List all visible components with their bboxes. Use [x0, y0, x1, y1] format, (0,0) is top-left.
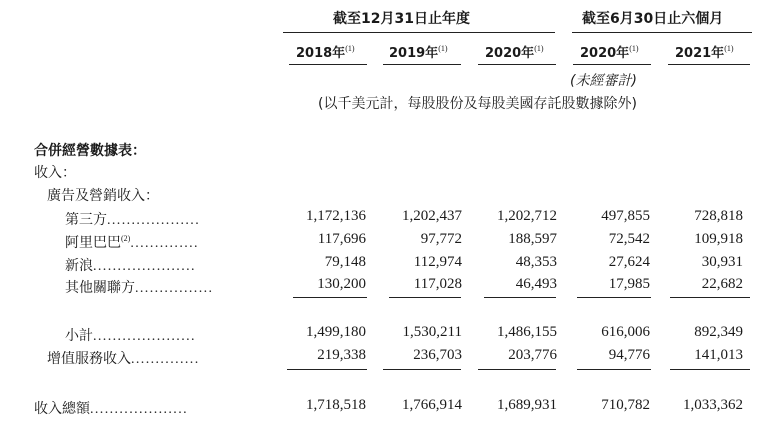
cell-total-2021-h1: 1,033,362: [683, 397, 743, 413]
cell-other-related-2019: 117,028: [413, 276, 462, 292]
header-group-annual: 截至12月31日止年度: [333, 11, 470, 27]
year-header-2021-h1: 2021年$^{(1)}$: [675, 44, 734, 61]
cell-total-2018: 1,718,518: [306, 397, 366, 413]
rule-total-top-2020: [478, 369, 556, 370]
year-rule-2021-h1: [668, 64, 750, 65]
rule-subtotal-top-2019: [389, 297, 461, 298]
cell-vas-2020: 203,776: [508, 347, 557, 363]
cell-subtotal-2021-h1: 892,349: [694, 324, 743, 340]
rule-total-top-2019: [383, 369, 461, 370]
cell-subtotal-2020: 1,486,155: [497, 324, 557, 340]
row-label-third-party: 第三方...................: [65, 212, 201, 228]
cell-subtotal-2018: 1,499,180: [306, 324, 366, 340]
row-label-sina: 新浪.....................: [65, 258, 196, 274]
cell-subtotal-2020-h1: 616,006: [601, 324, 650, 340]
row-label-total: 收入總額....................: [34, 401, 188, 417]
cell-sina-2020: 48,353: [515, 254, 557, 270]
cell-total-2020: 1,689,931: [497, 397, 557, 413]
cell-vas-2021-h1: 141,013: [694, 347, 743, 363]
header-rule-six-months: [572, 32, 752, 33]
year-rule-2020-h1: [573, 64, 651, 65]
cell-alibaba-2020-h1: 72,542: [608, 231, 650, 247]
cell-third-party-2019: 1,202,437: [402, 208, 462, 224]
cell-other-related-2020: 46,493: [515, 276, 557, 292]
cell-sina-2018: 79,148: [324, 254, 366, 270]
cell-alibaba-2018: 117,696: [317, 231, 366, 247]
cell-vas-2020-h1: 94,776: [608, 347, 650, 363]
cell-other-related-2018: 130,200: [317, 276, 366, 292]
rule-subtotal-top-2020: [484, 297, 556, 298]
cell-total-2019: 1,766,914: [402, 397, 462, 413]
year-rule-2018: [289, 64, 367, 65]
cell-third-party-2021-h1: 728,818: [694, 208, 743, 224]
cell-sina-2019: 112,974: [413, 254, 462, 270]
year-header-2020-h1: 2020年$^{(1)}$: [580, 44, 639, 61]
row-label-subtotal: 小計.....................: [65, 328, 196, 344]
year-header-2020: 2020年$^{(1)}$: [485, 44, 544, 61]
cell-subtotal-2019: 1,530,211: [402, 324, 462, 340]
row-label-other-related: 其他關聯方................: [65, 280, 214, 296]
cell-third-party-2020-h1: 497,855: [601, 208, 650, 224]
header-rule-annual: [283, 32, 555, 33]
cell-alibaba-2020: 188,597: [508, 231, 557, 247]
unit-note: (以千美元計，每股股份及每股美國存託股數據除外): [318, 96, 637, 112]
unaudited-note: (未經審計): [570, 73, 637, 89]
year-header-2019: 2019年$^{(1)}$: [389, 44, 448, 61]
rule-subtotal-top-2020-h1: [577, 297, 651, 298]
rule-subtotal-top-2018: [293, 297, 367, 298]
row-label-vas: 增值服務收入..............: [47, 351, 200, 367]
year-rule-2019: [383, 64, 461, 65]
revenue-label: 收入：: [34, 165, 76, 181]
rule-total-top-2018: [287, 369, 367, 370]
rule-subtotal-top-2021-h1: [670, 297, 750, 298]
section-title: 合併經營數據表：: [34, 143, 146, 159]
cell-total-2020-h1: 710,782: [601, 397, 650, 413]
rule-total-top-2021-h1: [670, 369, 750, 370]
cell-third-party-2018: 1,172,136: [306, 208, 366, 224]
rule-total-top-2020-h1: [577, 369, 651, 370]
cell-alibaba-2021-h1: 109,918: [694, 231, 743, 247]
row-label-alibaba: 阿里巴巴$^{(2)}$..............: [65, 234, 199, 251]
cell-alibaba-2019: 97,772: [420, 231, 462, 247]
ad-marketing-label: 廣告及營銷收入：: [47, 188, 159, 204]
cell-other-related-2021-h1: 22,682: [701, 276, 743, 292]
cell-third-party-2020: 1,202,712: [497, 208, 557, 224]
year-header-2018: 2018年$^{(1)}$: [296, 44, 355, 61]
header-group-six-months: 截至6月30日止六個月: [582, 11, 724, 27]
cell-sina-2020-h1: 27,624: [608, 254, 650, 270]
cell-sina-2021-h1: 30,931: [701, 254, 743, 270]
cell-vas-2018: 219,338: [317, 347, 366, 363]
year-rule-2020: [478, 64, 556, 65]
cell-vas-2019: 236,703: [413, 347, 462, 363]
cell-other-related-2020-h1: 17,985: [608, 276, 650, 292]
